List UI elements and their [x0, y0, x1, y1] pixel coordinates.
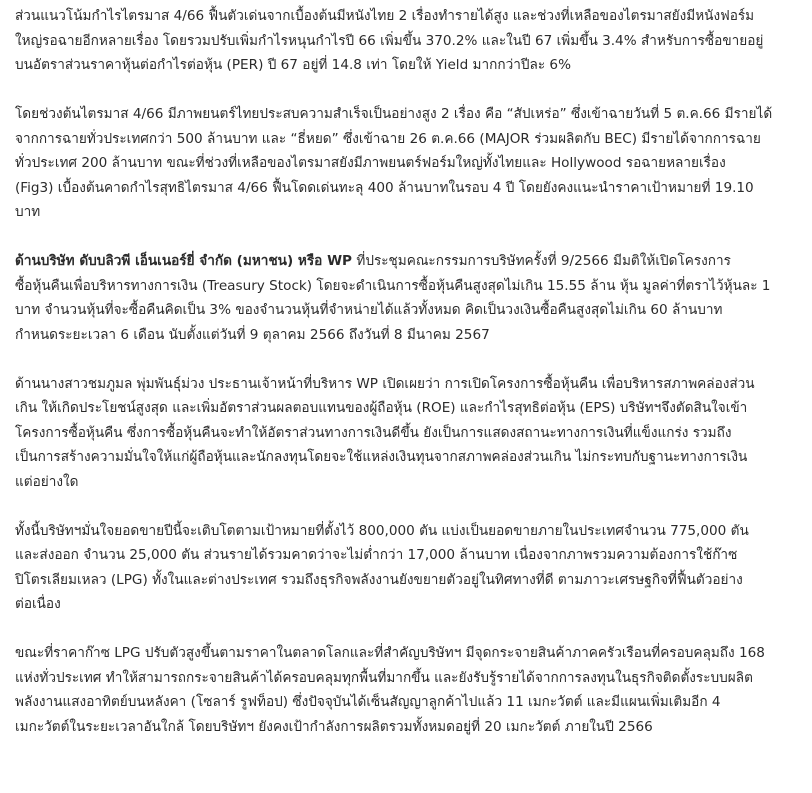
- text-line: [15, 249, 805, 274]
- text-line: ต่อเนื่อง: [15, 596, 61, 612]
- company-name-bold: ด้านบริษัท ดับบลิวพี เอ็นเนอร์ยี่ จำกัด (มหาชน) หรือ WP: [15, 253, 353, 269]
- text-run: ที่ประชุมคณะกรรมการบริษัทครั้งที่ 9/2566 มีมติให้เปิดโครงการ: [352, 253, 731, 269]
- text-line: ขณะที่ราคาก๊าซ LPG ปรับตัวสูงขึ้นตามราคาในตลาดโลกและที่สำคัญบริษัทฯ มีจุดกระจายสินค้าภาคครัวเรือนที่ครอบคลุมถึง 168: [15, 645, 765, 661]
- paragraph-sales-target: [15, 519, 805, 617]
- text-line: ทั้งนี้บริษัทฯมั่นใจยอดขายปีนี้จะเติบโตตามเป้าหมายที่ตั้งไว้ 800,000 ตัน แบ่งเป็นยอดขายภายในประเทศจำนวน 775,000 ตัน: [15, 522, 749, 539]
- text-line: กำหนดระยะเวลา 6 เดือน นับตั้งแต่วันที่ 9 ตุลาคม 2566 ถึงวันที่ 8 มีนาคม 2567: [15, 326, 490, 343]
- news-article: [15, 4, 805, 764]
- text-line: (Fig3) เบื้องต้นคาดกำไรสุทธิไตรมาส 4/66 ฟื้นโดดเด่นทะลุ 400 ล้านบาทในรอบ 4 ปี โดยยังคงแนะนำราคาเป้าหมายที่ 19.10: [15, 179, 754, 196]
- text-line: เมกะวัตต์ในระยะเวลาอันใกล้ โดยบริษัทฯ ยังคงเป้ากำลังการผลิตรวมทั้งหมดอยู่ที่ 20 เมกะวัตต์ ภายในปี 2566: [15, 718, 653, 735]
- text-line: เป็นการสร้างความมั่นใจให้แก่ผู้ถือหุ้นและนักลงทุนโดยจะใช้แหล่งเงินทุนจากสภาพคล่องส่วนเกิน ไม่กระทบกับฐานะทางการเงิน: [15, 449, 748, 465]
- text-line: ส่วนแนวโน้มกำไรไตรมาส 4/66 ฟื้นตัวเด่นจากเบื้องต้นมีหนังไทย 2 เรื่องทำรายได้สูง และช่วงที่เหลือของไตรมาสยังมีหนังฟอร์ม: [15, 8, 755, 24]
- text-line: โดยช่วงต้นไตรมาส 4/66 มีภาพยนตร์ไทยประสบความสำเร็จเป็นอย่างสูง 2 เรื่อง คือ “สัปเหร่อ” ซึ่งเข้าฉายวันที่ 5 ต.ค.66 มีรายได้: [15, 106, 773, 122]
- text-line: พลังงานแสงอาทิตย์บนหลังคา (โซลาร์ รูฟท็อป) ซึ่งปัจจุบันได้เซ็นสัญญาลูกค้าไปแล้ว 11 เมกะวัตต์ และมีแผนเพิ่มเติมอีก 4: [15, 694, 721, 710]
- paragraph-thai-films: [15, 102, 805, 225]
- text-line: บาท จำนวนหุ้นที่จะซื้อคืนคิดเป็น 3% ของจำนวนหุ้นที่จำหน่ายได้แล้วทั้งหมด คิดเป็นวงเงินซื้อคืนสูงสุดไม่เกิน 60 ล้านบาท: [15, 302, 723, 318]
- paragraph-ceo-statement: [15, 372, 805, 495]
- paragraph-lpg-solar: [15, 641, 805, 739]
- text-line: บนอัตราส่วนราคาหุ้นต่อกำไรต่อหุ้น (PER) ปี 67 อยู่ที่ 14.8 เท่า โดยให้ Yield มากกว่าปีละ 6%: [15, 57, 572, 73]
- text-line: ใหญ่รอฉายอีกหลายเรื่อง โดยรวมปรับเพิ่มกำไรหนุนกำไรปี 66 เพิ่มขึ้น 370.2% และในปี 67 เพิ่มขึ้น 3.4% สำหรับการซื้อขายอยู่: [15, 32, 764, 49]
- text-line: ด้านนางสาวชมภูมล พุ่มพันธุ์ม่วง ประธานเจ้าหน้าที่บริหาร WP เปิดเผยว่า การเปิดโครงการซื้อหุ้นคืน เพื่อบริหารสภาพคล่องส่วน: [15, 375, 755, 392]
- text-line: จากการฉายทั่วประเทศกว่า 500 ล้านบาท และ “ธี่หยด” ซึ่งเข้าฉาย 26 ต.ค.66 (MAJOR ร่วมผลิตกับ BEC) มีรายได้จากการฉาย: [15, 130, 761, 147]
- text-line: โครงการซื้อหุ้นคืน ซึ่งการซื้อหุ้นคืนจะทำให้อัตราส่วนทางการเงินดีขึ้น ยังเป็นการแสดงสถานะทางการเงินที่แข็งแกร่ง รวมถึง: [15, 424, 732, 441]
- text-line: ซื้อหุ้นคืนเพื่อบริหารทางการเงิน (Treasury Stock) โดยจะดำเนินการซื้อหุ้นคืนสูงสุดไม่เกิน 15.55 ล้าน หุ้น มูลค่าที่ตราไว้หุ้นละ 1: [15, 277, 771, 294]
- paragraph-wp-treasury-stock: [15, 249, 805, 347]
- text-line: และส่งออก จำนวน 25,000 ตัน ส่วนรายได้รวมคาดว่าจะไม่ต่ำกว่า 17,000 ล้านบาท เนื่องจากภาพรวมความต้องการใช้ก๊าซ: [15, 547, 738, 563]
- text-line: ทั่วประเทศ 200 ล้านบาท ขณะที่ช่วงที่เหลือของไตรมาสยังมีภาพยนตร์ฟอร์มใหญ่ทั้งไทยและ Hollywood รอฉายหลายเรื่อง: [15, 155, 726, 171]
- text-line: แห่งทั่วประเทศ ทำให้สามารถกระจายสินค้าได้ครอบคลุมทุกพื้นที่มากขึ้น และยังรับรู้รายได้จากการลงทุนในธุรกิจติดตั้งระบบผลิต: [15, 669, 753, 686]
- text-line: เกิน ให้เกิดประโยชน์สูงสุด และเพิ่มอัตราส่วนผลตอบแทนของผู้ถือหุ้น (ROE) และกำไรสุทธิต่อหุ้น (EPS) บริษัทฯจึงตัดสินใจเข้า: [15, 400, 748, 416]
- text-line: แต่อย่างใด: [15, 473, 79, 490]
- text-line: บาท: [15, 204, 41, 220]
- paragraph-major-outlook: [15, 4, 805, 78]
- text-line: ปิโตรเลียมเหลว (LPG) ทั้งในและต่างประเทศ รวมถึงธุรกิจพลังงานยังขยายตัวอยู่ในทิศทางที่ดี ตามภาวะเศรษฐกิจที่ฟื้นตัวอย่าง: [15, 571, 743, 588]
